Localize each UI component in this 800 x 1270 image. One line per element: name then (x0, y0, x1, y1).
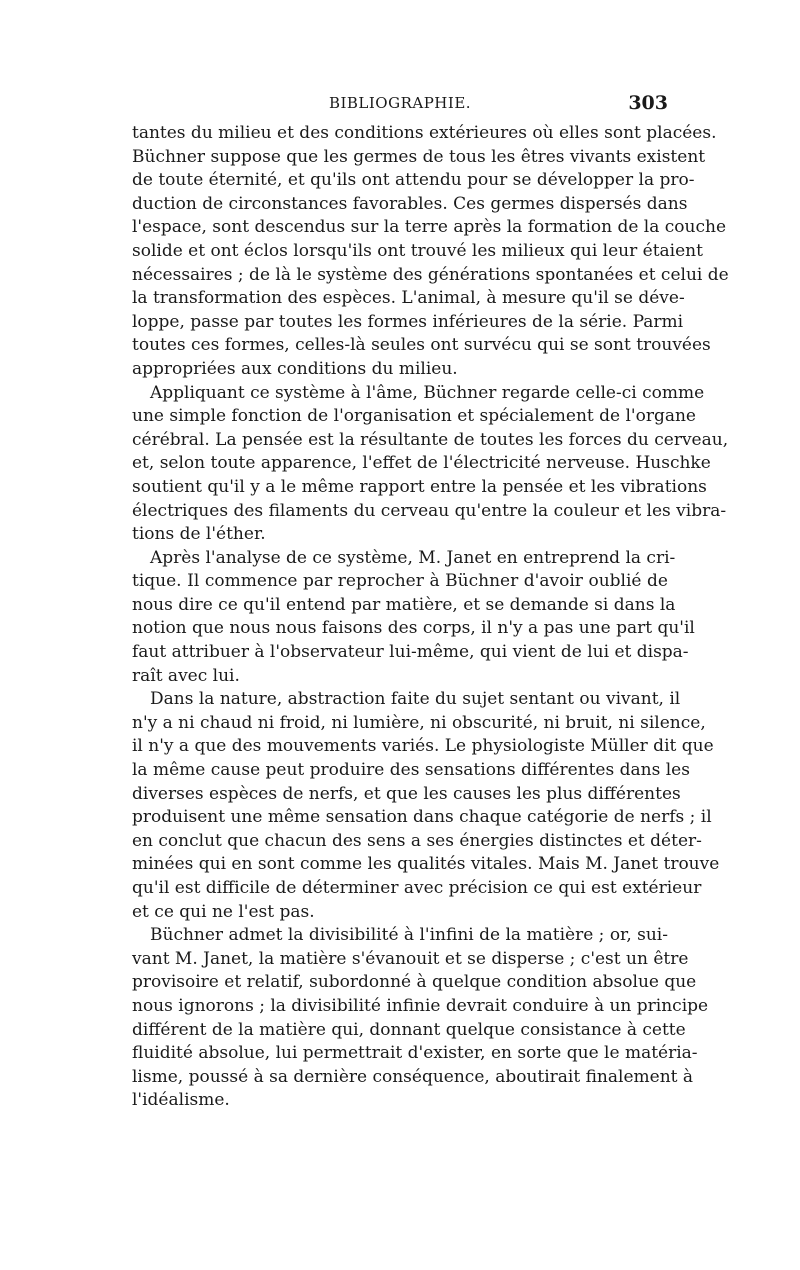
text-line: Appliquant ce système à l'âme, Büchner regarde celle-ci comme (150, 382, 705, 403)
text-line: et ce qui ne l'est pas. (132, 901, 315, 922)
paragraph (132, 382, 729, 547)
text-line: la même cause peut produire des sensations différentes dans les (132, 760, 690, 781)
text-line: vant M. Janet, la matière s'évanouit et se disperse ; c'est un être (132, 948, 689, 969)
text-line: nous ignorons ; la divisibilité infinie devrait conduire à un principe (132, 995, 709, 1016)
text-line: raît avec lui. (132, 665, 240, 686)
text-line: nécessaires ; de là le système des générations spontanées et celui de (132, 264, 729, 285)
text-line: différent de la matière qui, donnant quelque consistance à cette (132, 1019, 686, 1040)
paragraph (132, 688, 720, 924)
text-line: minées qui en sont comme les qualités vitales. Mais M. Janet trouve (132, 854, 720, 875)
text-line: provisoire et relatif, subordonné à quelque condition absolue que (132, 972, 697, 993)
text-line: Büchner admet la divisibilité à l'infini de la matière ; or, sui- (150, 925, 668, 946)
text-line: duction de circonstances favorables. Ces germes dispersés dans (132, 193, 688, 214)
text-line: tantes du milieu et des conditions extérieures où elles sont placées. (132, 123, 717, 143)
running-title: BIBLIOGRAPHIE. (328, 94, 472, 112)
text-line: n'y a ni chaud ni froid, ni lumière, ni obscurité, ni bruit, ni silence, (132, 712, 706, 733)
text-line: tions de l'éther. (132, 524, 266, 545)
paragraph (132, 122, 729, 382)
text-line: toutes ces formes, celles-là seules ont survécu qui se sont trouvées (132, 335, 711, 356)
text-line: cérébral. La pensée est la résultante de toutes les forces du cerveau, (132, 429, 729, 450)
text-line: diverses espèces de nerfs, et que les causes les plus différentes (132, 783, 681, 804)
text-line: lisme, poussé à sa dernière conséquence, aboutirait finalement à (132, 1066, 694, 1087)
text-line: Après l'analyse de ce système, M. Janet en entreprend la cri- (150, 547, 676, 568)
text-line: Dans la nature, abstraction faite du sujet sentant ou vivant, il (150, 689, 681, 710)
text-line: appropriées aux conditions du milieu. (132, 358, 458, 379)
page-number: 303 (628, 92, 668, 114)
text-line: qu'il est difficile de déterminer avec précision ce qui est extérieur (132, 878, 702, 898)
text-line: une simple fonction de l'organisation et spécialement de l'organe (132, 406, 696, 427)
text-line: Büchner suppose que les germes de tous les êtres vivants existent (132, 146, 706, 167)
text-line: loppe, passe par toutes les formes inférieures de la série. Parmi (132, 311, 684, 332)
paragraph (132, 547, 695, 689)
text-line: tique. Il commence par reprocher à Büchner d'avoir oublié de (132, 571, 668, 592)
text-line: en conclut que chacun des sens a ses énergies distinctes et déter- (132, 830, 702, 851)
text-line: soutient qu'il y a le même rapport entre la pensée et les vibrations (132, 476, 707, 497)
text-line: la transformation des espèces. L'animal, à mesure qu'il se déve- (132, 288, 685, 309)
text-line: notion que nous nous faisons des corps, il n'y a pas une part qu'il (132, 618, 695, 639)
text-line: l'espace, sont descendus sur la terre après la formation de la couche (132, 217, 727, 238)
text-line: l'idéalisme. (132, 1090, 230, 1111)
text-line: nous dire ce qu'il entend par matière, et se demande si dans la (132, 594, 676, 615)
text-line: il n'y a que des mouvements variés. Le physiologiste Müller dit que (132, 736, 714, 757)
body-text (132, 122, 729, 1113)
text-line: électriques des filaments du cerveau qu'entre la couleur et les vibra- (132, 500, 727, 521)
text-line: faut attribuer à l'observateur lui-même, qui vient de lui et dispa- (132, 642, 689, 663)
paragraph (132, 924, 709, 1113)
text-line: solide et ont éclos lorsqu'ils ont trouvé les milieux qui leur étaient (132, 240, 703, 261)
running-head (132, 92, 668, 116)
text-line: fluidité absolue, lui permettrait d'exister, en sorte que le matéria- (132, 1043, 698, 1064)
text-line: produisent une même sensation dans chaque catégorie de nerfs ; il (132, 807, 712, 828)
text-line: et, selon toute apparence, l'effet de l'électricité nerveuse. Huschke (132, 453, 711, 474)
text-line: de toute éternité, et qu'ils ont attendu pour se développer la pro- (132, 170, 695, 191)
